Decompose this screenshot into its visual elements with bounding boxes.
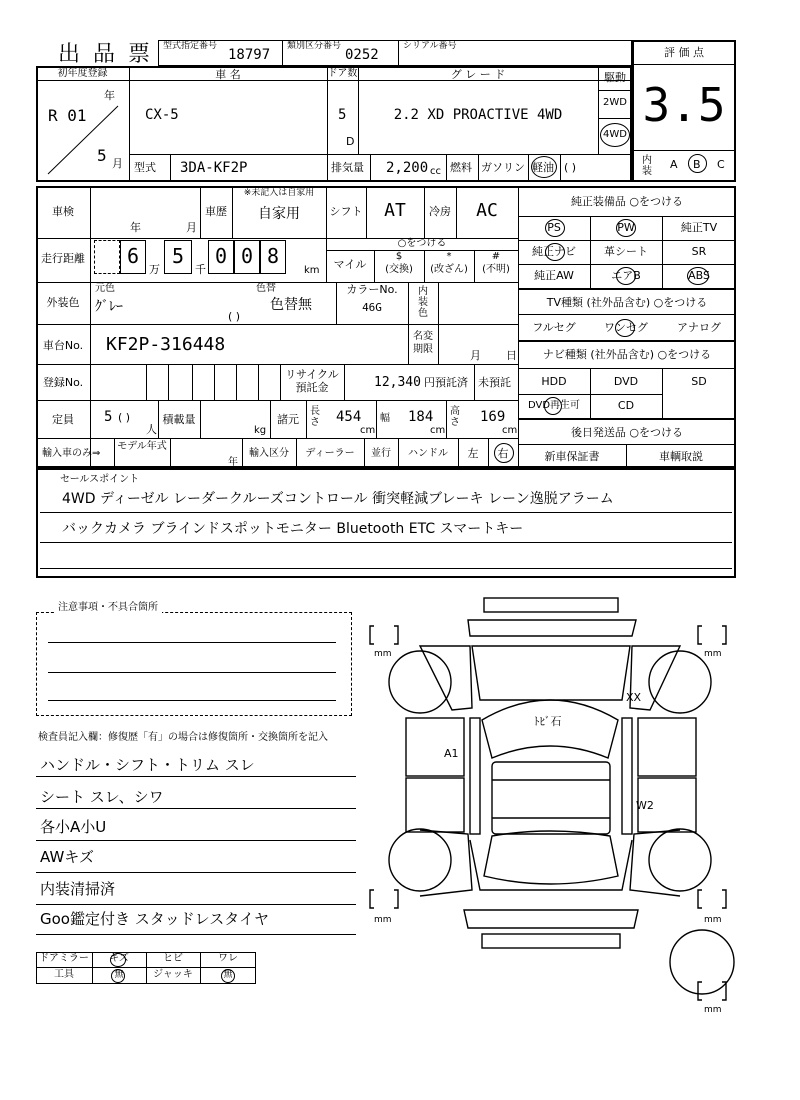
length-unit: cm (360, 425, 376, 436)
load-label: 積載量 (162, 413, 196, 426)
drive-2wd: 2WD (603, 97, 627, 108)
year-unit: 年 (104, 89, 115, 102)
circle-mark-icon (531, 156, 557, 178)
ac: AC (476, 200, 498, 221)
rear-window (484, 831, 618, 884)
mileage-digit-3: 0 (214, 244, 228, 268)
equipment-header: 純正装備品 ○をつける (570, 195, 684, 208)
mileage-mile: マイル (333, 258, 367, 271)
note-line-2: シート スレ、シワ (40, 788, 164, 806)
front-left-fender (420, 646, 472, 710)
first-reg-month: 5 (97, 146, 107, 165)
inspection-month-unit: 月 (186, 221, 197, 234)
name-change-day: 日 (506, 349, 517, 362)
class-code: 0252 (345, 47, 379, 63)
color-no: 46G (362, 301, 382, 314)
door-suffix: D (346, 135, 355, 148)
shift: AT (384, 200, 406, 221)
history-label: 車歴 (205, 205, 227, 218)
rear-left-fender (420, 830, 472, 896)
circle-mark-icon (111, 969, 125, 983)
note-line-1: ハンドル・シフト・トリム スレ (40, 756, 255, 774)
later-header: 後日発送品 ○をつける (570, 426, 684, 439)
circle-mark-icon (600, 123, 630, 147)
circle-mark-icon (544, 397, 562, 415)
km-unit: km (304, 265, 320, 276)
inspector-label: 検査員記入欄：修復歴「有」の場合は修復箇所・交換箇所を記入 (38, 732, 328, 743)
equip-leather: 革シート (604, 245, 648, 258)
drive-4wd: 4WD (603, 129, 627, 140)
sheet-title: 出 品 票 (58, 42, 153, 67)
interior-color-label: 内装色 (418, 286, 428, 319)
name-change-month: 月 (470, 349, 481, 362)
name-label: 車 名 (215, 68, 241, 81)
tire-depth-bracket (370, 626, 398, 644)
trunk (470, 840, 632, 890)
history-note: ※未記入は自家用 (243, 188, 315, 198)
circle-mark-icon (221, 969, 235, 983)
repaint: 色替無 (270, 297, 312, 313)
mileage-digit-1: 6 (126, 244, 140, 268)
sales-label: セールスポイント (60, 474, 140, 485)
note-line-5: 内装清掃済 (40, 880, 116, 898)
navi-sd: SD (691, 375, 707, 388)
rear-left-door (406, 778, 464, 832)
inspection-year-unit: 年 (130, 221, 141, 234)
left-pillar (470, 718, 480, 834)
equip-airbag: エアB (611, 269, 641, 282)
note-line-4: AWキズ (40, 848, 94, 866)
mm-label: mm (374, 915, 392, 925)
width-unit: cm (430, 425, 446, 436)
recycle-label: リサイクル預託金 (285, 368, 339, 394)
month-unit: 月 (112, 157, 123, 170)
repaint-label: 色替 (256, 283, 276, 294)
note-line-6: Goo鑑定付き スタッドレスタイヤ (40, 910, 269, 928)
fuel-other: ( ) (564, 161, 577, 174)
vehicle-name: CX-5 (145, 107, 179, 123)
capacity-unit: 人 (146, 423, 157, 436)
width: 184 (408, 409, 434, 425)
registration-label: 登録No. (42, 376, 84, 389)
interior-grade-c: C (717, 158, 725, 171)
grade-label: グ レ ー ド (450, 68, 506, 81)
later-manual: 車輌取説 (659, 450, 703, 463)
recycle-unpaid: 未預託 (478, 376, 511, 389)
damage-mark-w2: W2 (636, 799, 654, 812)
car-diagram (360, 590, 760, 1030)
mileage-circle-note: ○をつける (397, 238, 447, 249)
spare-wheel (670, 930, 734, 994)
mileage-label: 走行距離 (41, 252, 85, 265)
jack-mark: 無 (223, 970, 233, 980)
sales-line-1: 4WD ディーゼル レーダークルーズコントロール 衝突軽減ブレーキ レーン逸脱アラーム (62, 491, 614, 507)
width-label: 幅 (380, 413, 390, 424)
height: 169 (480, 409, 506, 425)
later-warranty: 新車保証書 (544, 450, 600, 463)
damage-mark-a1: A1 (444, 747, 459, 760)
fuel-gasoline: ガソリン (481, 161, 525, 174)
interior-grade-b: B (693, 158, 701, 171)
handle-label: ハンドル (408, 448, 448, 459)
right-pillar (622, 718, 632, 834)
rear-bumper-lower (482, 934, 620, 948)
score-value: 3.5 (642, 78, 726, 132)
circle-mark-icon (688, 154, 707, 173)
sales-line-2: バックカメラ ブラインドスポットモニター Bluetooth ETC スマートキー (62, 521, 524, 537)
fuel-light-oil: 軽油 (532, 161, 554, 174)
height-label: 高さ (450, 406, 460, 428)
original-color: ｸﾞﾚｰ (95, 299, 123, 315)
color-label: 外装色 (46, 296, 80, 309)
model-year-unit: 年 (228, 457, 238, 468)
mm-label: mm (374, 649, 392, 659)
parallel-label: 並行 (371, 448, 391, 459)
drive-label: 駆動 (604, 71, 626, 84)
navi-dvd: DVD (613, 375, 639, 388)
door-mirror-label: ドアミラー (39, 953, 89, 964)
recycle-amount: 12,340 (374, 375, 421, 390)
length: 454 (336, 409, 362, 425)
crack-label: ヒビ (163, 953, 183, 964)
mileage-digit-2: 5 (171, 244, 185, 268)
dimension-label: 諸元 (277, 413, 299, 426)
height-unit: cm (502, 425, 518, 436)
mm-label: mm (704, 915, 722, 925)
first-reg-year: R 01 (48, 106, 87, 125)
man-unit: 万 (149, 263, 160, 276)
mm-label: mm (704, 649, 722, 659)
front-bumper (484, 598, 618, 612)
first-reg-label: 初年度登録 (57, 68, 108, 79)
navi-cd: CD (617, 399, 635, 412)
ac-label: 冷房 (429, 205, 451, 218)
chassis-no: KF2P-316448 (106, 334, 226, 355)
color-no-label: カラーNo. (346, 283, 398, 296)
mileage-exchange: (交換) (385, 264, 413, 275)
model-code-label: 型式指定番号 (163, 41, 218, 51)
class-code-label: 類別区分番号 (287, 41, 342, 51)
front-right-wheel (649, 651, 711, 713)
tire-depth-bracket (698, 626, 726, 644)
circle-mark-icon (545, 243, 565, 261)
equip-ps: PS (547, 221, 561, 234)
circle-mark-icon (616, 219, 636, 237)
tool-mark: 無 (114, 970, 124, 980)
scratch-label: キズ (109, 953, 129, 964)
mileage-tamper-mark: * (446, 251, 452, 262)
equip-navi: 純正ナビ (532, 245, 576, 258)
equip-sr: SR (691, 245, 707, 258)
hood (472, 646, 630, 700)
mileage-tamper: (改ざん) (430, 264, 468, 275)
circle-mark-icon (687, 267, 709, 285)
mileage-unknown: (不明) (482, 264, 510, 275)
original-color-label: 元色 (95, 283, 115, 294)
circle-mark-icon (616, 267, 636, 285)
rear-bumper (464, 910, 638, 928)
displacement: 2,200 (386, 160, 429, 176)
type: 3DA-KF2P (180, 160, 248, 176)
chassis-label: 車台No. (42, 339, 84, 352)
length-label: 長さ (310, 406, 320, 428)
tire-depth-bracket (698, 982, 726, 1000)
doors: 5 (338, 107, 347, 123)
repaint-paren: ( ) (228, 310, 241, 323)
navi-header: ナビ種類 (社外品含む) ○をつける (542, 348, 712, 361)
grade: 2.2 XD PROACTIVE 4WD (393, 107, 563, 123)
capacity-label: 定員 (52, 413, 74, 426)
model-code: 18797 (228, 47, 271, 63)
import-label: 輸入車のみ⇒ (42, 448, 101, 459)
hood-front (468, 620, 636, 636)
equip-tv: 純正TV (680, 221, 718, 234)
tv-oneseg: ワンセグ (604, 321, 648, 334)
tire-depth-bracket (370, 890, 398, 908)
circle-mark-icon (110, 953, 126, 967)
name-change-label: 名変期限 (413, 331, 433, 355)
recycle-status: 円預託済 (424, 376, 468, 389)
sen-unit: 千 (195, 263, 206, 276)
mileage-digit-4: 0 (240, 244, 254, 268)
load-unit: kg (254, 425, 267, 436)
dealer-label: ディーラー (305, 448, 355, 459)
rear-right-wheel (649, 829, 711, 891)
tv-header: TV種類 (社外品含む) ○をつける (546, 296, 708, 309)
damage-mark-stone: ﾄﾋﾞ石 (534, 715, 562, 728)
equip-aw: 純正AW (534, 269, 574, 282)
model-year-label: モデル年式 (117, 441, 167, 452)
shift-label: シフト (329, 205, 363, 218)
interior-grade-a: A (670, 158, 678, 171)
break-label: ワレ (218, 953, 238, 964)
serial-label: シリアル番号 (403, 41, 457, 51)
front-left-wheel (389, 651, 451, 713)
fuel-label: 燃料 (450, 161, 472, 174)
import-type-label: 輸入区分 (249, 448, 289, 459)
mm-label: mm (704, 1005, 722, 1015)
equip-pw: PW (617, 221, 635, 234)
capacity-paren: ( ) (118, 411, 131, 424)
roof (492, 762, 610, 834)
history: 自家用 (258, 206, 300, 222)
navi-dvd-play: DVD再生可 (527, 400, 581, 411)
doors-label: ドア数 (327, 68, 358, 79)
navi-hdd: HDD (541, 375, 567, 388)
displacement-label: 排気量 (331, 161, 364, 174)
circle-mark-icon (545, 219, 565, 237)
mileage-unknown-mark: # (491, 251, 501, 262)
jack-label: ジャッキ (153, 969, 193, 980)
tv-analog: アナログ (677, 321, 721, 334)
tv-fullseg: フルセグ (532, 321, 576, 334)
note-line-3: 各小A小U (40, 818, 107, 836)
interior-label: 内装 (642, 155, 652, 177)
capacity: 5 (104, 409, 113, 425)
score-label: 評 価 点 (664, 46, 704, 59)
circle-mark-icon (615, 319, 635, 337)
tool-label: 工具 (54, 969, 74, 980)
inspection-label: 車検 (52, 205, 74, 218)
handle-right: 右 (497, 447, 509, 460)
notes-label: 注意事項・不具合箇所 (54, 603, 162, 613)
type-label: 型式 (134, 161, 156, 174)
rear-right-fender (630, 830, 680, 896)
rear-left-wheel (389, 829, 451, 891)
front-right-door (638, 718, 696, 776)
tire-depth-bracket (698, 890, 726, 908)
windshield (482, 700, 618, 758)
damage-mark-xx: XX (626, 691, 642, 704)
equip-abs: ABS (688, 269, 710, 282)
mileage-digit-5: 8 (266, 244, 280, 268)
handle-left: 左 (467, 447, 479, 460)
mileage-exchange-mark: $ (395, 251, 403, 262)
displacement-unit: cc (430, 166, 441, 177)
circle-mark-icon (494, 443, 514, 463)
